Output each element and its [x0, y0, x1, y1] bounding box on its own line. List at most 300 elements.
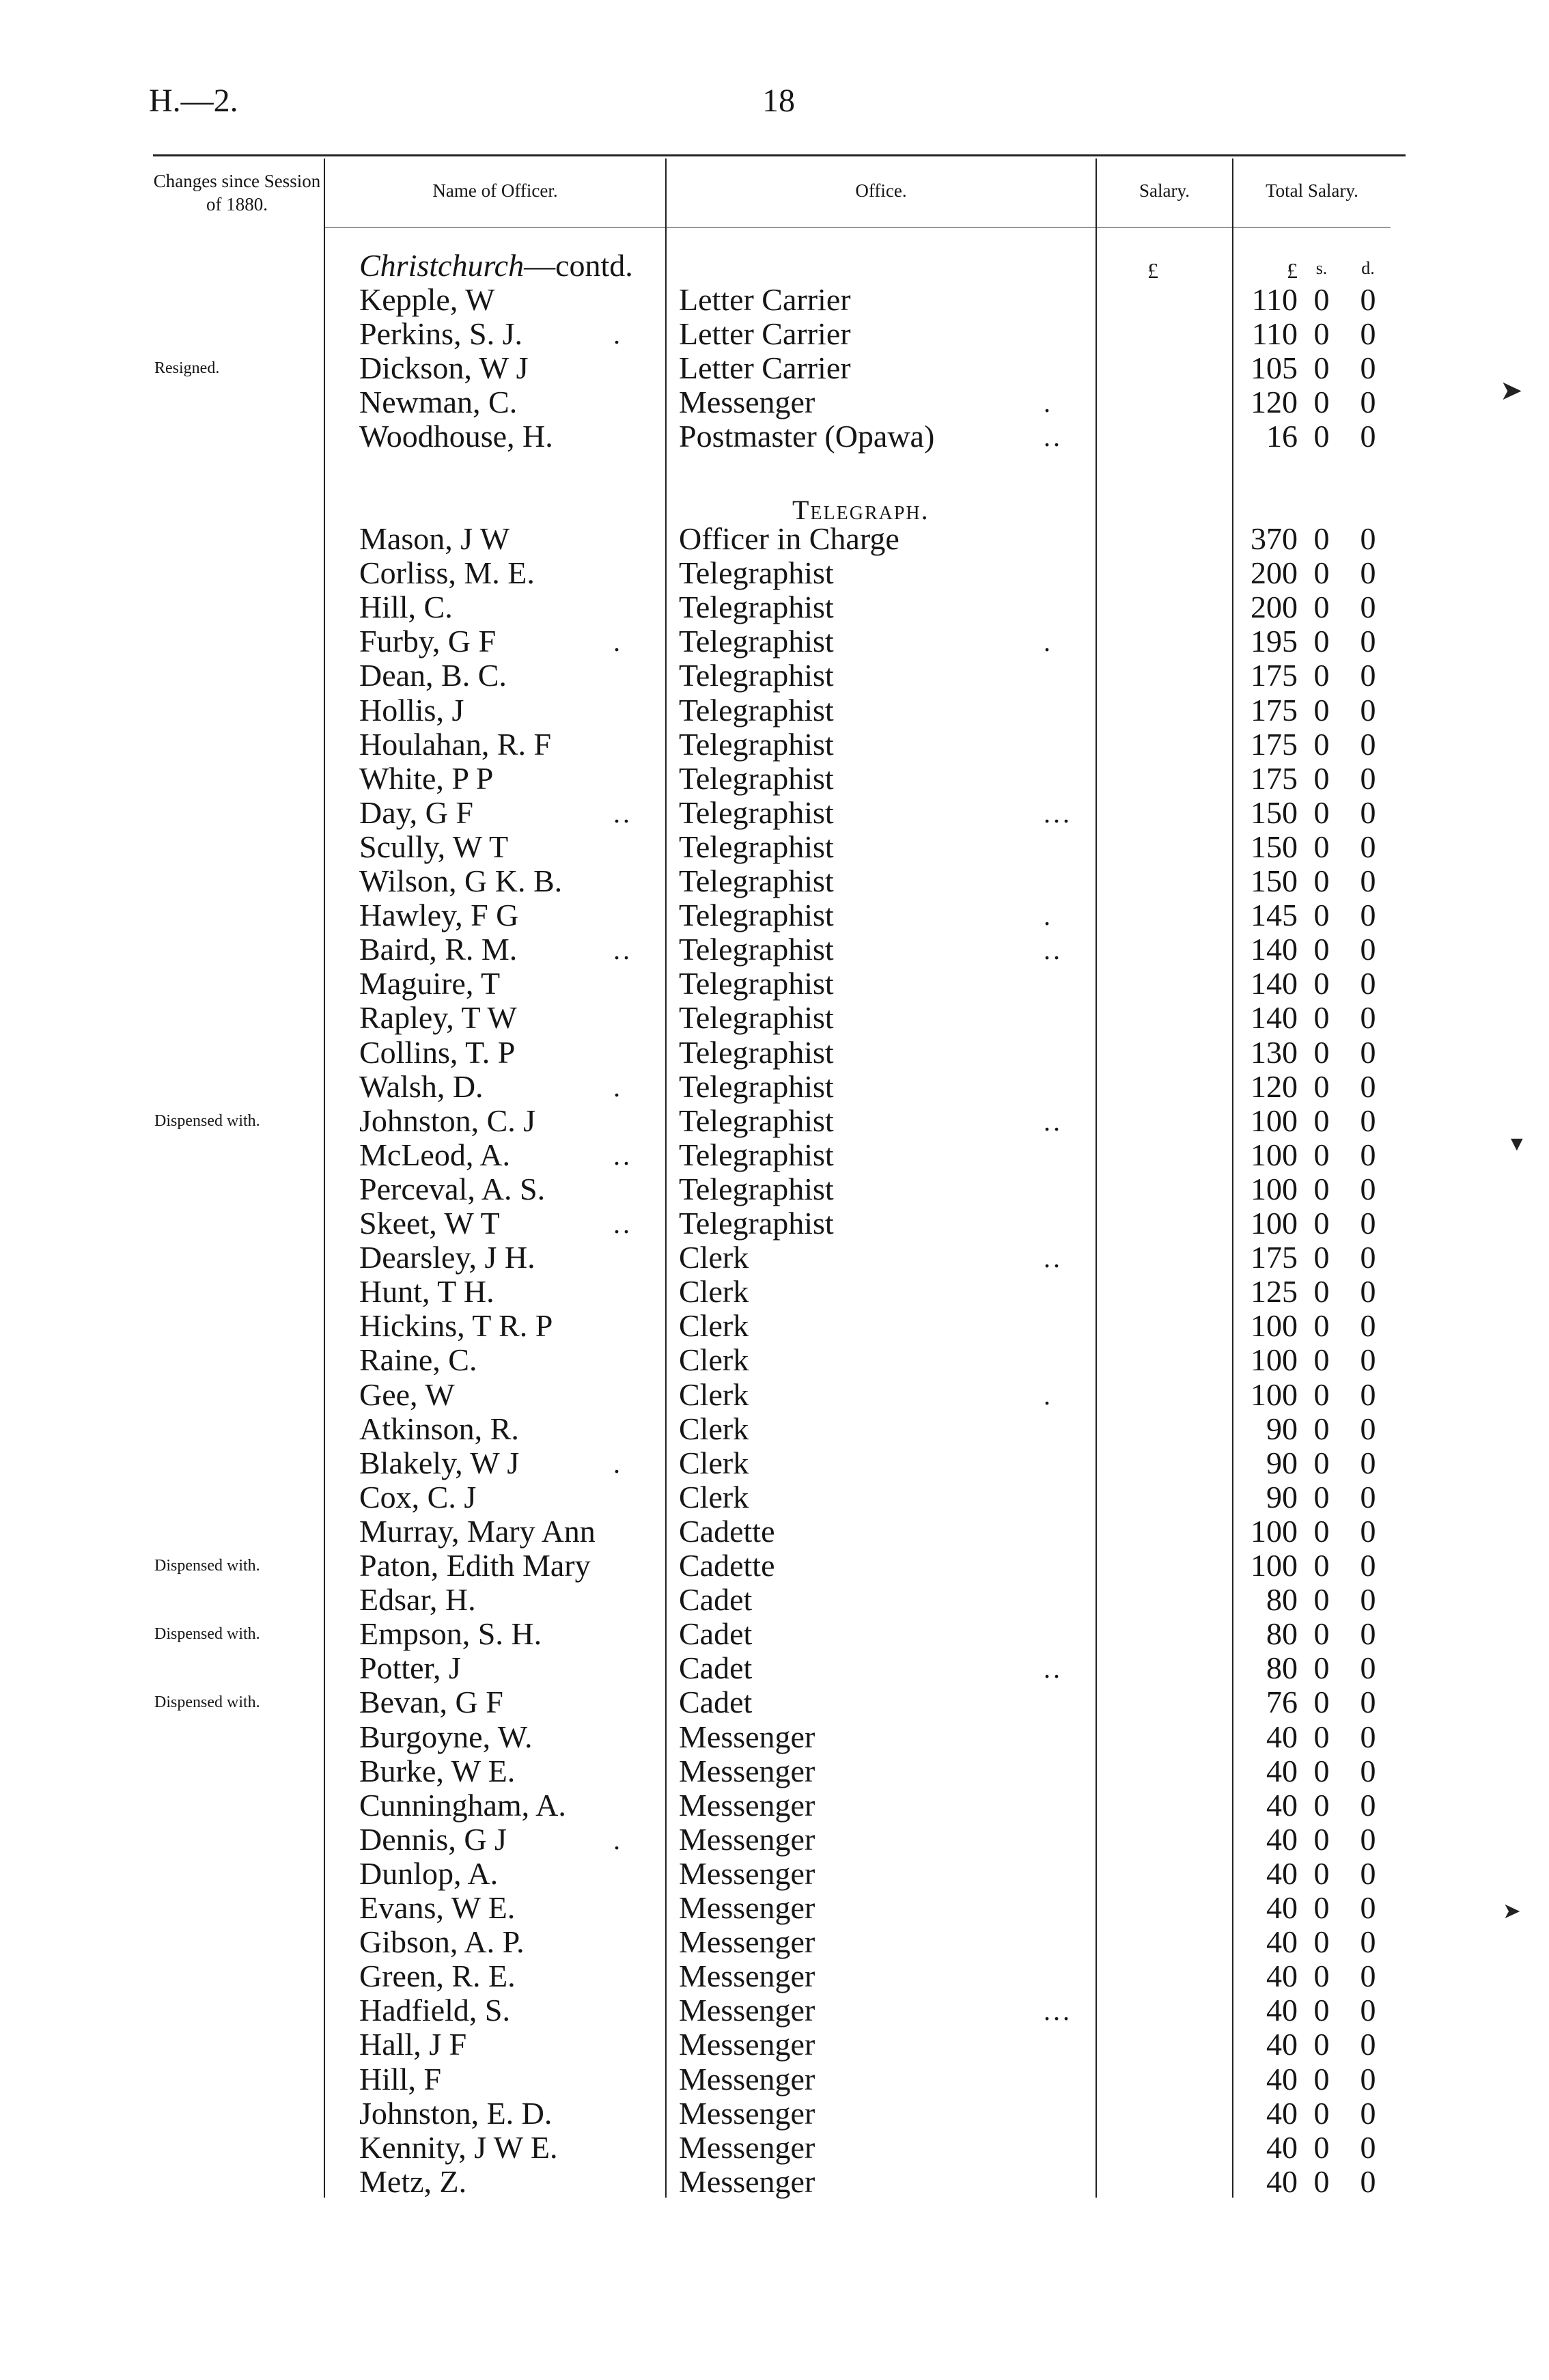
total-pounds: 150: [1251, 863, 1298, 898]
divider-office-salary: [1096, 158, 1097, 2198]
document-reference: H.—2.: [149, 83, 238, 119]
column-header-name: Name of Officer.: [432, 180, 558, 201]
total-shillings: 0: [1313, 658, 1330, 693]
office-title: Cadette: [679, 1514, 775, 1549]
total-salary: [1202, 555, 1391, 591]
total-shillings: 0: [1313, 1616, 1330, 1651]
office-title: Cadet: [679, 1650, 753, 1685]
total-pounds: 40: [1266, 1754, 1298, 1788]
officer-name: Evans, W E.: [359, 1890, 516, 1925]
total-shillings: 0: [1313, 521, 1330, 556]
officer-name: Mason, J W: [359, 521, 510, 556]
total-pence: 0: [1360, 1650, 1376, 1685]
officer-name: Hunt, T H.: [359, 1274, 494, 1309]
total-pounds: 175: [1251, 693, 1298, 728]
office-title: Messenger: [679, 385, 815, 419]
total-pounds: 40: [1266, 1993, 1298, 2028]
officer-name: Collins, T. P: [359, 1035, 516, 1070]
total-salary: [1202, 726, 1391, 762]
total-pounds: 100: [1251, 1308, 1298, 1343]
office-title: Telegraphist: [679, 590, 834, 624]
officer-name: Edsar, H.: [359, 1582, 476, 1617]
total-pounds: 40: [1266, 2164, 1298, 2199]
total-shillings: 0: [1313, 1822, 1330, 1857]
total-shillings: 0: [1313, 419, 1330, 454]
officer-name: Dickson, W J: [359, 350, 529, 385]
total-pounds: 100: [1251, 1103, 1298, 1138]
officer-name: Burgoyne, W.: [359, 1719, 533, 1754]
officer-name: Paton, Edith Mary: [359, 1548, 591, 1583]
office-title: Telegraphist: [679, 1172, 834, 1206]
total-salary: [1202, 1137, 1391, 1173]
total-pence: 0: [1360, 1856, 1376, 1891]
total-salary: [1202, 281, 1391, 318]
total-pounds: 195: [1251, 624, 1298, 659]
margin-arrow-icon: ➤: [1503, 1898, 1521, 1923]
total-shillings: 0: [1313, 966, 1330, 1001]
total-pence: 0: [1360, 1788, 1376, 1823]
total-shillings: 0: [1313, 1582, 1330, 1617]
office-title: Messenger: [679, 1959, 815, 1993]
total-pence: 0: [1360, 590, 1376, 624]
total-shillings: 0: [1313, 590, 1330, 624]
total-pence: 0: [1360, 1274, 1376, 1309]
total-salary: [1202, 1616, 1391, 1652]
total-pounds: 80: [1266, 1616, 1298, 1651]
total-pence: 0: [1360, 829, 1376, 864]
total-shillings: 0: [1313, 1754, 1330, 1788]
total-shillings: 0: [1313, 693, 1330, 728]
name-leader-dots: .: [613, 1448, 623, 1479]
total-salary: [1202, 1479, 1391, 1515]
officer-name: Kennity, J W E.: [359, 2130, 558, 2165]
total-pounds: 76: [1266, 1685, 1298, 1719]
total-pence: 0: [1360, 1172, 1376, 1206]
total-shillings: 0: [1313, 1924, 1330, 1959]
total-shillings: 0: [1313, 1480, 1330, 1514]
change-remark: Dispensed with.: [154, 1693, 260, 1711]
office-leader-dots: .: [1044, 387, 1053, 418]
total-salary: [1202, 692, 1391, 728]
margin-arrow-icon: ➤: [1500, 375, 1523, 406]
officer-name: Maguire, T: [359, 966, 501, 1001]
total-pounds: 90: [1266, 1411, 1298, 1446]
section-title-text: Telegraph.: [792, 495, 930, 525]
officer-name: Perceval, A. S.: [359, 1172, 546, 1206]
officer-name: Gibson, A. P.: [359, 1924, 525, 1959]
total-pence: 0: [1360, 350, 1376, 385]
total-shillings: 0: [1313, 1274, 1330, 1309]
total-salary: [1202, 829, 1391, 865]
total-salary: [1202, 623, 1391, 659]
officer-name: Skeet, W T: [359, 1206, 500, 1241]
place-subheading: [359, 247, 633, 283]
office-title: Telegraphist: [679, 863, 834, 898]
total-pounds: 40: [1266, 1856, 1298, 1891]
officer-name: Green, R. E.: [359, 1959, 516, 1993]
total-shillings: 0: [1313, 2130, 1330, 2165]
total-shillings: 0: [1313, 1890, 1330, 1925]
office-leader-dots: ..: [1044, 1653, 1063, 1684]
total-salary: [1202, 1445, 1391, 1481]
officer-name: Furby, G F: [359, 624, 497, 659]
total-pounds: 175: [1251, 658, 1298, 693]
office-leader-dots: .: [1044, 626, 1053, 657]
name-leader-dots: ..: [613, 935, 632, 965]
total-salary: [1202, 1342, 1391, 1378]
change-remark: Dispensed with.: [154, 1557, 260, 1575]
total-pence: 0: [1360, 1000, 1376, 1035]
total-shillings: 0: [1313, 795, 1330, 830]
shillings-unit: s.: [1315, 258, 1328, 278]
total-pence: 0: [1360, 1377, 1376, 1412]
total-pence: 0: [1360, 316, 1376, 351]
total-shillings: 0: [1313, 1137, 1330, 1172]
total-salary: [1202, 1719, 1391, 1755]
total-salary: [1202, 1376, 1391, 1413]
total-pence: 0: [1360, 1822, 1376, 1857]
total-salary: [1202, 794, 1391, 831]
total-pence: 0: [1360, 1754, 1376, 1788]
total-pence: 0: [1360, 1514, 1376, 1549]
change-remark: Dispensed with.: [154, 1112, 260, 1130]
officer-name: Kepple, W: [359, 282, 495, 317]
total-pence: 0: [1360, 1103, 1376, 1138]
total-salary: [1202, 1307, 1391, 1344]
total-shillings: 0: [1313, 2062, 1330, 2097]
total-pounds: 140: [1251, 1000, 1298, 1035]
total-pence: 0: [1360, 2027, 1376, 2062]
officer-name: Hollis, J: [359, 693, 464, 728]
total-shillings: 0: [1313, 863, 1330, 898]
office-title: Clerk: [679, 1377, 749, 1412]
office-title: Clerk: [679, 1274, 749, 1309]
total-pounds: 130: [1251, 1035, 1298, 1070]
total-shillings: 0: [1313, 1959, 1330, 1993]
total-salary: [1202, 863, 1391, 899]
office-title: Telegraphist: [679, 932, 834, 967]
column-header-total-salary: Total Salary.: [1266, 180, 1358, 201]
officer-name: Hill, F: [359, 2062, 442, 2097]
total-salary: [1202, 897, 1391, 933]
total-pence: 0: [1360, 1035, 1376, 1070]
total-shillings: 0: [1313, 1650, 1330, 1685]
total-pence: 0: [1360, 795, 1376, 830]
total-pence: 0: [1360, 658, 1376, 693]
total-shillings: 0: [1313, 1993, 1330, 2028]
office-title: Telegraphist: [679, 1103, 834, 1138]
name-leader-dots: ..: [613, 798, 632, 829]
officer-name: Hawley, F G: [359, 898, 519, 932]
total-shillings: 0: [1313, 1548, 1330, 1583]
total-pounds: 40: [1266, 2130, 1298, 2165]
total-shillings: 0: [1313, 1103, 1330, 1138]
office-title: Clerk: [679, 1411, 749, 1446]
total-salary: [1202, 589, 1391, 625]
total-salary: [1202, 1787, 1391, 1823]
total-salary: [1202, 657, 1391, 693]
total-pounds: 150: [1251, 795, 1298, 830]
total-pounds: 100: [1251, 1172, 1298, 1206]
office-title: Messenger: [679, 1719, 815, 1754]
office-title: Cadette: [679, 1548, 775, 1583]
total-shillings: 0: [1313, 2096, 1330, 2131]
total-shillings: 0: [1313, 1719, 1330, 1754]
total-shillings: 0: [1313, 555, 1330, 590]
office-title: Clerk: [679, 1240, 749, 1275]
officer-name: Metz, Z.: [359, 2164, 467, 2199]
office-title: Messenger: [679, 1822, 815, 1857]
office-title: Telegraphist: [679, 727, 834, 762]
total-salary: [1202, 1547, 1391, 1583]
total-shillings: 0: [1313, 1377, 1330, 1412]
officer-name: Scully, W T: [359, 829, 509, 864]
total-pence: 0: [1360, 1719, 1376, 1754]
total-shillings: 0: [1313, 1206, 1330, 1241]
total-pounds: 105: [1251, 350, 1298, 385]
total-salary: [1202, 1103, 1391, 1139]
total-pence: 0: [1360, 1993, 1376, 2028]
office-title: Telegraphist: [679, 761, 834, 796]
total-pounds: 100: [1251, 1342, 1298, 1377]
pounds-unit: £: [1287, 258, 1298, 283]
total-pounds: 140: [1251, 966, 1298, 1001]
name-leader-dots: .: [613, 1825, 623, 1855]
total-pounds: 100: [1251, 1514, 1298, 1549]
officer-name: McLeod, A.: [359, 1137, 511, 1172]
total-shillings: 0: [1313, 1172, 1330, 1206]
officer-name: Atkinson, R.: [359, 1411, 519, 1446]
total-pounds: 40: [1266, 2096, 1298, 2131]
change-remark: Resigned.: [154, 359, 220, 377]
office-leader-dots: .: [1044, 900, 1053, 931]
office-title: Telegraphist: [679, 658, 834, 693]
officer-name: Murray, Mary Ann: [359, 1514, 596, 1549]
total-pounds: 200: [1251, 555, 1298, 590]
officer-name: Potter, J: [359, 1650, 461, 1685]
total-pounds: 100: [1251, 1206, 1298, 1241]
total-shillings: 0: [1313, 385, 1330, 419]
total-shillings: 0: [1313, 1411, 1330, 1446]
total-pence: 0: [1360, 1342, 1376, 1377]
name-leader-dots: ..: [613, 1208, 632, 1239]
total-shillings: 0: [1313, 350, 1330, 385]
total-pounds: 140: [1251, 932, 1298, 967]
officer-name: Cox, C. J: [359, 1480, 477, 1514]
officer-name: Johnston, C. J: [359, 1103, 536, 1138]
office-title: Officer in Charge: [679, 521, 899, 556]
total-shillings: 0: [1313, 2164, 1330, 2199]
total-pounds: 120: [1251, 385, 1298, 419]
total-pence: 0: [1360, 624, 1376, 659]
office-title: Messenger: [679, 1890, 815, 1925]
total-pounds: 40: [1266, 1924, 1298, 1959]
office-title: Telegraphist: [679, 1035, 834, 1070]
office-title: Messenger: [679, 2027, 815, 2062]
total-shillings: 0: [1313, 1069, 1330, 1104]
name-leader-dots: .: [613, 319, 623, 350]
office-title: Messenger: [679, 2062, 815, 2097]
total-salary: [1202, 1068, 1391, 1105]
total-pence: 0: [1360, 863, 1376, 898]
officer-name: Dean, B. C.: [359, 658, 507, 693]
total-salary: [1202, 1650, 1391, 1686]
divider-name-office: [665, 158, 667, 2198]
place-name: Christchurch: [359, 248, 525, 283]
officer-name: Woodhouse, H.: [359, 419, 553, 454]
total-pence: 0: [1360, 1548, 1376, 1583]
total-shillings: 0: [1313, 1685, 1330, 1719]
office-title: Telegraphist: [679, 898, 834, 932]
total-pounds: 200: [1251, 590, 1298, 624]
officer-name: Empson, S. H.: [359, 1616, 542, 1651]
total-pence: 0: [1360, 1308, 1376, 1343]
total-salary: [1202, 316, 1391, 352]
total-shillings: 0: [1313, 1342, 1330, 1377]
total-pence: 0: [1360, 385, 1376, 419]
office-title: Messenger: [679, 2164, 815, 2199]
total-pounds: 175: [1251, 1240, 1298, 1275]
total-pounds: 16: [1266, 419, 1298, 454]
total-shillings: 0: [1313, 1000, 1330, 1035]
total-pence: 0: [1360, 1890, 1376, 1925]
page-number: 18: [762, 83, 795, 119]
total-shillings: 0: [1313, 1308, 1330, 1343]
officer-name: Hill, C.: [359, 590, 453, 624]
total-salary: [1202, 1855, 1391, 1892]
total-shillings: 0: [1313, 761, 1330, 796]
officer-name: Cunningham, A.: [359, 1788, 566, 1823]
total-shillings: 0: [1313, 1856, 1330, 1891]
total-units-row: [1202, 258, 1391, 283]
total-pounds: 40: [1266, 1822, 1298, 1857]
total-salary: [1202, 2129, 1391, 2165]
total-pence: 0: [1360, 521, 1376, 556]
place-suffix: —contd.: [524, 248, 633, 283]
officer-name: Dunlop, A.: [359, 1856, 499, 1891]
office-leader-dots: ..: [1044, 421, 1063, 452]
total-pounds: 175: [1251, 727, 1298, 762]
total-pence: 0: [1360, 898, 1376, 932]
total-shillings: 0: [1313, 829, 1330, 864]
office-leader-dots: ..: [1044, 935, 1063, 965]
margin-triangle-icon: ▼: [1507, 1133, 1527, 1155]
total-pounds: 110: [1251, 282, 1298, 317]
officer-name: White, P P: [359, 761, 494, 796]
officer-name: Perkins, S. J.: [359, 316, 522, 351]
total-shillings: 0: [1313, 898, 1330, 932]
office-leader-dots: .: [1044, 1380, 1053, 1411]
total-pounds: 90: [1266, 1480, 1298, 1514]
office-leader-dots: ..: [1044, 1106, 1063, 1137]
total-pounds: 145: [1251, 898, 1298, 932]
total-salary: [1202, 2026, 1391, 2062]
office-title: Telegraphist: [679, 966, 834, 1001]
office-title: Cadet: [679, 1616, 753, 1651]
total-pence: 0: [1360, 1069, 1376, 1104]
office-leader-dots: ..: [1044, 1243, 1063, 1273]
office-title: Telegraphist: [679, 555, 834, 590]
office-title: Clerk: [679, 1308, 749, 1343]
total-shillings: 0: [1313, 2027, 1330, 2062]
officer-name: Blakely, W J: [359, 1445, 520, 1480]
total-pence: 0: [1360, 1480, 1376, 1514]
office-title: Messenger: [679, 1993, 815, 2028]
total-pounds: 40: [1266, 2062, 1298, 2097]
total-salary: [1202, 1992, 1391, 2028]
office-title: Postmaster (Opawa): [679, 419, 935, 454]
total-salary: [1202, 2163, 1391, 2200]
header-bottom-rule: [325, 227, 1391, 228]
total-pounds: 100: [1251, 1137, 1298, 1172]
total-shillings: 0: [1313, 1514, 1330, 1549]
column-header-office: Office.: [855, 180, 907, 201]
pence-unit: d.: [1361, 258, 1375, 278]
total-salary: [1202, 1411, 1391, 1447]
total-pence: 0: [1360, 1206, 1376, 1241]
total-salary: [1202, 1821, 1391, 1857]
total-pounds: 40: [1266, 1788, 1298, 1823]
officer-name: Corliss, M. E.: [359, 555, 535, 590]
total-salary: [1202, 760, 1391, 797]
total-salary: [1202, 418, 1391, 454]
total-shillings: 0: [1313, 1445, 1330, 1480]
total-pence: 0: [1360, 1240, 1376, 1275]
office-title: Telegraphist: [679, 1069, 834, 1104]
office-title: Telegraphist: [679, 829, 834, 864]
total-pounds: 125: [1251, 1274, 1298, 1309]
total-shillings: 0: [1313, 932, 1330, 967]
total-pence: 0: [1360, 2096, 1376, 2131]
total-salary: [1202, 1684, 1391, 1720]
total-pence: 0: [1360, 966, 1376, 1001]
total-pounds: 100: [1251, 1377, 1298, 1412]
office-leader-dots: ...: [1044, 798, 1072, 829]
total-pence: 0: [1360, 419, 1376, 454]
total-pence: 0: [1360, 282, 1376, 317]
total-pence: 0: [1360, 932, 1376, 967]
office-title: Cadet: [679, 1685, 753, 1719]
salary-pound-unit: £: [1147, 258, 1158, 283]
total-salary: [1202, 931, 1391, 967]
total-pence: 0: [1360, 1959, 1376, 1993]
total-shillings: 0: [1313, 727, 1330, 762]
total-salary: [1202, 350, 1391, 386]
officer-name: Hall, J F: [359, 2027, 467, 2062]
total-salary: [1202, 1753, 1391, 1789]
total-salary: [1202, 2095, 1391, 2131]
total-pounds: 40: [1266, 1719, 1298, 1754]
total-salary: [1202, 965, 1391, 1001]
officer-name: Hickins, T R. P: [359, 1308, 553, 1343]
officer-name: Rapley, T W: [359, 1000, 517, 1035]
officer-name: Bevan, G F: [359, 1685, 503, 1719]
officer-name: Day, G F: [359, 795, 473, 830]
total-shillings: 0: [1313, 1035, 1330, 1070]
total-shillings: 0: [1313, 1788, 1330, 1823]
office-title: Telegraphist: [679, 1000, 834, 1035]
total-salary: [1202, 1034, 1391, 1070]
office-title: Cadet: [679, 1582, 753, 1617]
divider-changes-name: [324, 158, 325, 2198]
total-pounds: 40: [1266, 1959, 1298, 1993]
name-leader-dots: ..: [613, 1140, 632, 1171]
total-shillings: 0: [1313, 624, 1330, 659]
office-title: Clerk: [679, 1342, 749, 1377]
total-shillings: 0: [1313, 282, 1330, 317]
office-title: Telegraphist: [679, 1137, 834, 1172]
total-pounds: 90: [1266, 1445, 1298, 1480]
